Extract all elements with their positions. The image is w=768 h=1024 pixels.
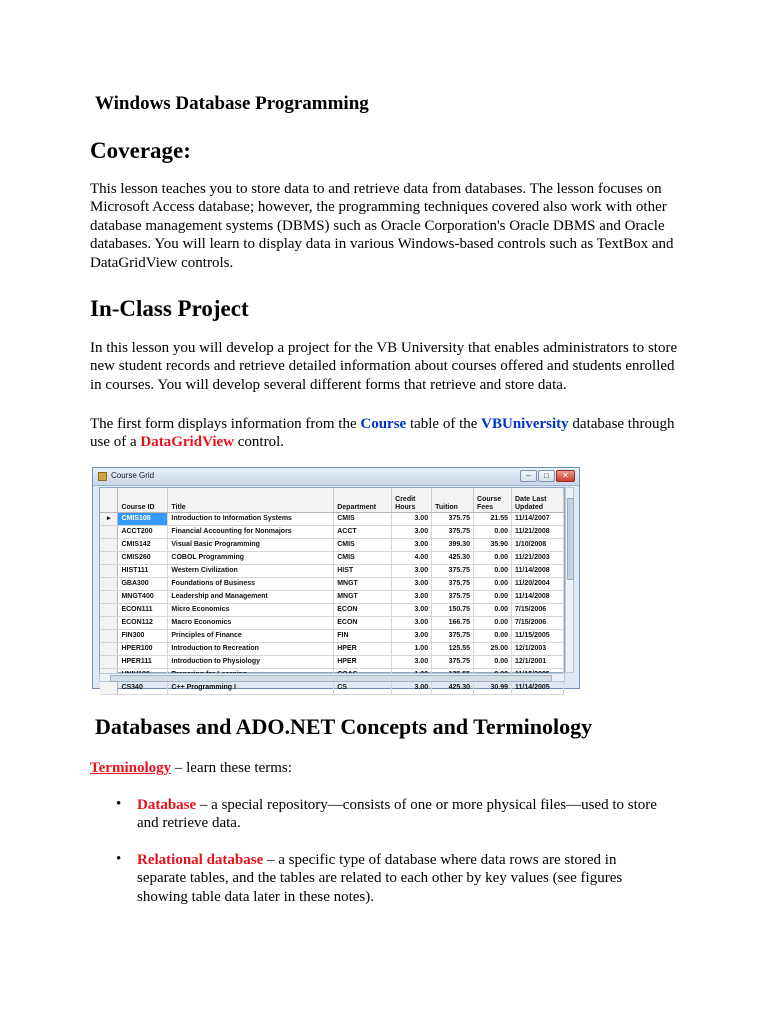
table-cell[interactable]: 7/15/2006 bbox=[512, 617, 564, 630]
table-cell[interactable]: C++ Programming I bbox=[168, 682, 334, 695]
table-cell[interactable]: FIN bbox=[334, 630, 392, 643]
concepts-heading: Databases and ADO.NET Concepts and Terminology bbox=[95, 714, 593, 739]
table-cell[interactable]: 375.75 bbox=[432, 591, 474, 604]
table-row[interactable] bbox=[100, 682, 564, 695]
table-cell[interactable]: 0.00 bbox=[474, 591, 512, 604]
table-row[interactable] bbox=[100, 565, 564, 578]
row-header[interactable] bbox=[100, 591, 118, 604]
terminology-term: Terminology bbox=[90, 760, 172, 776]
table-cell[interactable]: ECON112 bbox=[118, 617, 168, 630]
table-cell[interactable]: 12/1/2003 bbox=[512, 643, 564, 656]
table-cell[interactable]: CS340 bbox=[118, 682, 168, 695]
document-title: Windows Database Programming bbox=[95, 93, 369, 114]
table-row[interactable] bbox=[100, 578, 564, 591]
column-header[interactable]: Course ID bbox=[118, 488, 168, 513]
course-grid-window bbox=[92, 467, 580, 689]
bullet-relational-database bbox=[137, 851, 667, 906]
table-cell[interactable]: 12/1/2001 bbox=[512, 656, 564, 669]
table-cell[interactable]: 3.00 bbox=[392, 591, 432, 604]
table-cell[interactable]: 11/14/2007 bbox=[512, 513, 564, 526]
table-cell[interactable]: HIST111 bbox=[118, 565, 168, 578]
table-cell[interactable]: 0.00 bbox=[474, 604, 512, 617]
datagridview-term: DataGridView bbox=[140, 434, 235, 451]
table-cell[interactable]: 11/20/2004 bbox=[512, 578, 564, 591]
row-header[interactable] bbox=[100, 630, 118, 643]
table-cell[interactable]: CMIS bbox=[334, 552, 392, 565]
row-header[interactable] bbox=[100, 578, 118, 591]
row-header[interactable] bbox=[100, 656, 118, 669]
app-icon bbox=[98, 472, 107, 481]
table-row[interactable] bbox=[100, 630, 564, 643]
table-cell[interactable]: 3.00 bbox=[392, 513, 432, 526]
table-cell[interactable]: ECON bbox=[334, 604, 392, 617]
bullet-text: – a specific type of database where data rows are stored in separate tables, and the tables are related to each other by key values (see figures showing table data later in these notes). bbox=[137, 852, 623, 905]
coverage-paragraph bbox=[90, 180, 680, 272]
table-cell[interactable]: MNGT400 bbox=[118, 591, 168, 604]
row-header[interactable] bbox=[100, 539, 118, 552]
row-header[interactable] bbox=[100, 604, 118, 617]
course-table bbox=[100, 488, 564, 695]
table-cell[interactable]: 35.90 bbox=[474, 539, 512, 552]
form-text-3: database through use of a bbox=[90, 416, 675, 451]
project-heading: In-Class Project bbox=[90, 296, 249, 321]
table-cell[interactable]: 25.00 bbox=[474, 643, 512, 656]
table-cell[interactable]: Foundations of Business bbox=[168, 578, 334, 591]
table-cell[interactable]: 375.75 bbox=[432, 565, 474, 578]
table-row[interactable] bbox=[100, 656, 564, 669]
table-row[interactable] bbox=[100, 643, 564, 656]
table-cell[interactable]: Introduction to Information Systems bbox=[168, 513, 334, 526]
form-text-4: control. bbox=[234, 434, 285, 451]
header-row bbox=[100, 488, 564, 513]
maximize-button[interactable]: □ bbox=[538, 470, 555, 482]
column-header[interactable]: Tuition bbox=[432, 488, 474, 513]
table-cell[interactable]: Leadership and Management bbox=[168, 591, 334, 604]
row-header[interactable] bbox=[100, 552, 118, 565]
window-title: Course Grid bbox=[111, 471, 155, 480]
table-row[interactable] bbox=[100, 513, 564, 526]
table-cell[interactable]: 30.99 bbox=[474, 682, 512, 695]
table-cell[interactable]: 0.00 bbox=[474, 630, 512, 643]
row-header[interactable] bbox=[100, 617, 118, 630]
table-cell[interactable]: CMIS108 bbox=[118, 513, 168, 526]
table-cell[interactable]: Introduction to Recreation bbox=[168, 643, 334, 656]
horizontal-scrollbar[interactable] bbox=[99, 673, 565, 682]
bullet-marker: • bbox=[116, 851, 122, 867]
table-cell[interactable]: 3.00 bbox=[392, 604, 432, 617]
table-cell[interactable]: 0.00 bbox=[474, 578, 512, 591]
table-cell[interactable]: ACCT bbox=[334, 526, 392, 539]
table-cell[interactable]: 375.75 bbox=[432, 630, 474, 643]
table-cell[interactable]: 3.00 bbox=[392, 526, 432, 539]
vertical-scrollbar[interactable] bbox=[565, 487, 574, 673]
coverage-heading: Coverage: bbox=[90, 138, 191, 163]
row-header[interactable] bbox=[100, 682, 118, 695]
table-cell[interactable]: 11/14/2008 bbox=[512, 591, 564, 604]
table-cell[interactable]: Introduction to Physiology bbox=[168, 656, 334, 669]
table-row[interactable] bbox=[100, 552, 564, 565]
coverage-text: This lesson teaches you to store data to and retrieve data from databases. The lesson focuses on Microsoft Access database; however, the programming techniques covered also work with other database management systems (DBMS) such as Oracle Corporation's Oracle DBMS and Oracle databases. You will learn to display data in various Windows-based controls such as TextBox and DataGridView controls. bbox=[90, 181, 674, 271]
bullet-term: Database bbox=[137, 797, 197, 813]
project-text: In this lesson you will develop a project for the VB University that enables administrators to store new student records and retrieve detailed information about courses offered and students enrolled in courses. You will develop several different forms that retrieve and store data. bbox=[90, 340, 678, 393]
table-cell[interactable]: 11/15/2005 bbox=[512, 630, 564, 643]
table-cell[interactable]: 11/21/2008 bbox=[512, 526, 564, 539]
table-cell[interactable]: 3.00 bbox=[392, 682, 432, 695]
form-text-1: The first form displays information from the bbox=[90, 416, 361, 432]
table-cell[interactable]: HPER100 bbox=[118, 643, 168, 656]
table-cell[interactable]: 0.00 bbox=[474, 552, 512, 565]
table-cell[interactable]: 399.30 bbox=[432, 539, 474, 552]
row-header[interactable]: ▸ bbox=[100, 513, 118, 526]
table-cell[interactable]: Macro Economics bbox=[168, 617, 334, 630]
vertical-scroll-thumb[interactable] bbox=[567, 498, 574, 580]
course-datagridview[interactable] bbox=[99, 487, 565, 691]
table-cell[interactable]: 3.00 bbox=[392, 656, 432, 669]
table-cell[interactable]: MNGT bbox=[334, 578, 392, 591]
table-row[interactable] bbox=[100, 539, 564, 552]
project-paragraph bbox=[90, 339, 680, 394]
table-cell[interactable]: 0.00 bbox=[474, 656, 512, 669]
horizontal-scroll-thumb[interactable] bbox=[110, 675, 552, 682]
table-cell[interactable]: Western Civilization bbox=[168, 565, 334, 578]
bullet-marker: • bbox=[116, 796, 122, 812]
window-titlebar bbox=[93, 468, 579, 486]
close-button[interactable]: ✕ bbox=[556, 470, 575, 482]
table-cell[interactable]: 125.55 bbox=[432, 643, 474, 656]
column-header[interactable]: Title bbox=[168, 488, 334, 513]
column-header[interactable]: Course Fees bbox=[474, 488, 512, 513]
table-cell[interactable]: HPER bbox=[334, 656, 392, 669]
form-paragraph bbox=[90, 415, 680, 452]
column-header[interactable]: Credit Hours bbox=[392, 488, 432, 513]
table-cell[interactable]: MNGT bbox=[334, 591, 392, 604]
table-cell[interactable]: Principles of Finance bbox=[168, 630, 334, 643]
row-header[interactable] bbox=[100, 526, 118, 539]
table-cell[interactable]: 3.00 bbox=[392, 617, 432, 630]
column-header[interactable]: Department bbox=[334, 488, 392, 513]
table-cell[interactable]: 425.30 bbox=[432, 682, 474, 695]
table-cell[interactable]: Financial Accounting for Nonmajors bbox=[168, 526, 334, 539]
terminology-line bbox=[90, 759, 680, 777]
grid-body bbox=[100, 513, 564, 695]
table-row[interactable] bbox=[100, 617, 564, 630]
table-cell[interactable]: GBA300 bbox=[118, 578, 168, 591]
table-cell[interactable]: 150.75 bbox=[432, 604, 474, 617]
table-row[interactable] bbox=[100, 526, 564, 539]
table-cell[interactable]: 3.00 bbox=[392, 539, 432, 552]
column-header[interactable]: Date Last Updated bbox=[512, 488, 564, 513]
table-cell[interactable]: 1/10/2008 bbox=[512, 539, 564, 552]
table-cell[interactable]: CMIS142 bbox=[118, 539, 168, 552]
table-cell[interactable]: 4.00 bbox=[392, 552, 432, 565]
terminology-rest: – learn these terms: bbox=[171, 760, 292, 776]
row-header[interactable] bbox=[100, 565, 118, 578]
table-cell[interactable]: 375.75 bbox=[432, 656, 474, 669]
table-cell[interactable]: CS bbox=[334, 682, 392, 695]
table-cell[interactable]: COBOL Programming bbox=[168, 552, 334, 565]
table-cell[interactable]: 375.75 bbox=[432, 578, 474, 591]
table-cell[interactable]: CMIS260 bbox=[118, 552, 168, 565]
table-cell[interactable]: 375.75 bbox=[432, 513, 474, 526]
table-cell[interactable]: ACCT200 bbox=[118, 526, 168, 539]
bullet-database bbox=[137, 796, 667, 833]
row-header-corner bbox=[100, 488, 118, 513]
bullet-text: – a special repository—consists of one or more physical files—used to store and retrieve data. bbox=[137, 797, 657, 832]
table-cell[interactable]: 0.00 bbox=[474, 565, 512, 578]
table-cell[interactable]: Visual Basic Programming bbox=[168, 539, 334, 552]
table-cell[interactable]: 1.00 bbox=[392, 643, 432, 656]
table-cell[interactable]: HPER bbox=[334, 643, 392, 656]
table-cell[interactable]: FIN300 bbox=[118, 630, 168, 643]
bullet-term: Relational database bbox=[137, 852, 264, 868]
table-cell[interactable]: 425.30 bbox=[432, 552, 474, 565]
table-cell[interactable]: 11/21/2003 bbox=[512, 552, 564, 565]
table-cell[interactable]: 166.75 bbox=[432, 617, 474, 630]
table-cell[interactable]: HIST bbox=[334, 565, 392, 578]
table-cell[interactable]: 0.00 bbox=[474, 617, 512, 630]
vbuniversity-term: VBUniversity bbox=[481, 416, 569, 432]
table-cell[interactable]: 3.00 bbox=[392, 578, 432, 591]
table-row[interactable] bbox=[100, 604, 564, 617]
table-cell[interactable]: 3.00 bbox=[392, 565, 432, 578]
table-cell[interactable]: 11/14/2005 bbox=[512, 682, 564, 695]
row-header[interactable] bbox=[100, 643, 118, 656]
table-cell[interactable]: 7/15/2006 bbox=[512, 604, 564, 617]
table-cell[interactable]: CMIS bbox=[334, 513, 392, 526]
table-cell[interactable]: ECON111 bbox=[118, 604, 168, 617]
course-table-term: Course bbox=[360, 416, 407, 432]
form-text-2: table of the bbox=[406, 416, 482, 432]
table-cell[interactable]: 3.00 bbox=[392, 630, 432, 643]
table-cell[interactable]: 375.75 bbox=[432, 526, 474, 539]
table-cell[interactable]: HPER111 bbox=[118, 656, 168, 669]
table-cell[interactable]: Micro Economics bbox=[168, 604, 334, 617]
table-row[interactable] bbox=[100, 591, 564, 604]
table-cell[interactable]: 21.55 bbox=[474, 513, 512, 526]
table-cell[interactable]: 11/14/2008 bbox=[512, 565, 564, 578]
table-cell[interactable]: 0.00 bbox=[474, 526, 512, 539]
table-cell[interactable]: CMIS bbox=[334, 539, 392, 552]
minimize-button[interactable]: – bbox=[520, 470, 537, 482]
table-cell[interactable]: ECON bbox=[334, 617, 392, 630]
